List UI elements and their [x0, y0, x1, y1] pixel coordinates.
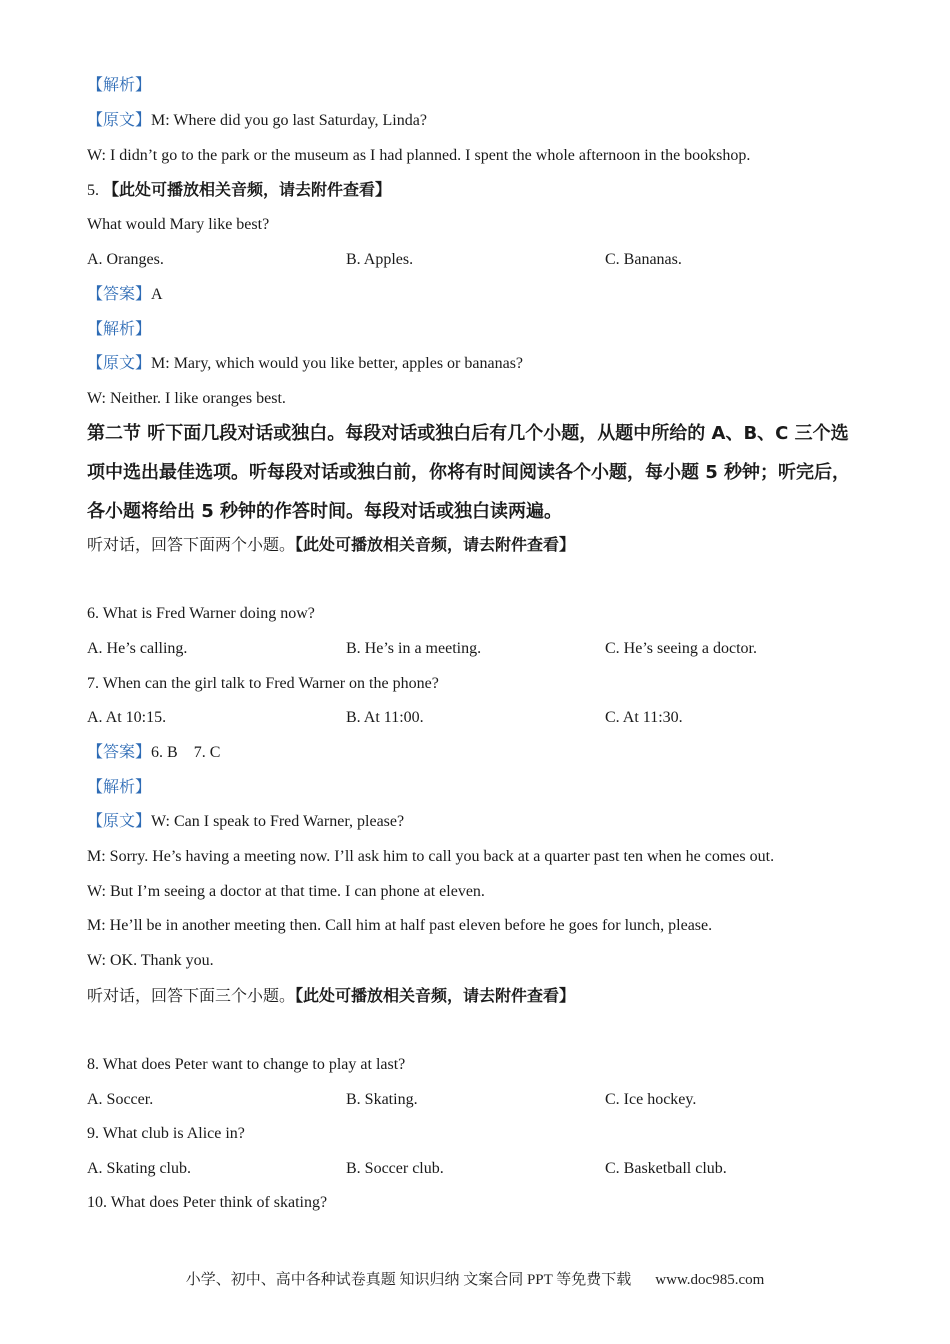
- option-a: A. Skating club.: [87, 1160, 191, 1177]
- option-a: A. He’s calling.: [87, 640, 188, 657]
- option-c: C. Ice hockey.: [605, 1091, 697, 1108]
- answer-tag: 【答案】: [87, 744, 152, 761]
- transcript-line: [87, 811, 404, 833]
- option-c: C. Bananas.: [605, 251, 682, 268]
- answer-tag: 【答案】: [87, 286, 152, 303]
- transcript-line: W: I didn’t go to the park or the museum as I had planned. I spent the whole afternoon in the bookshop.: [87, 147, 751, 164]
- transcript-text: M: Mary, which would you like better, apples or bananas?: [151, 355, 524, 372]
- option-c: C. Basketball club.: [605, 1160, 727, 1177]
- analysis-label: 【解析】: [87, 779, 152, 796]
- option-a: A. At 10:15.: [87, 709, 167, 726]
- audio-link[interactable]: 【此处可播放相关音频，请去附件查看】: [295, 986, 576, 1005]
- section-2-instructions: 第二节 听下面几段对话或独白。每段对话或独白后有几个小题，从题中所给的 A、B、C 三个选项中选出最佳选项。听每段对话或独白前，你将有时间阅读各个小题，每小题 5 秒钟；听完后，各小题将给出 5 秒钟的作答时间。每段对话或独白读两遍。: [87, 423, 851, 522]
- answer-line: [87, 284, 163, 306]
- transcript-tag: 【原文】: [87, 813, 152, 830]
- question-9-text: 9. What club is Alice in?: [87, 1125, 245, 1142]
- option-b: B. He’s in a meeting.: [346, 640, 482, 657]
- listen-prompt-text: 听对话，回答下面两个小题。: [87, 537, 296, 554]
- audio-link[interactable]: 【此处可播放相关音频，请去附件查看】: [295, 535, 576, 554]
- listen-prompt-text: 听对话，回答下面三个小题。: [87, 988, 296, 1005]
- option-a: A. Soccer.: [87, 1091, 154, 1108]
- option-c: C. He’s seeing a doctor.: [605, 640, 757, 657]
- transcript-tag: 【原文】: [87, 112, 152, 129]
- question-5-text: What would Mary like best?: [87, 216, 270, 233]
- transcript-line: M: He’ll be in another meeting then. Call him at half past eleven before he goes for lunch, please.: [87, 917, 713, 934]
- question-7-text: 7. When can the girl talk to Fred Warner on the phone?: [87, 675, 439, 692]
- footer-link[interactable]: www.doc985.com: [655, 1272, 765, 1288]
- footer-text: 小学、初中、高中各种试卷真题 知识归纳 文案合同 PPT 等免费下载: [185, 1272, 632, 1288]
- question-number: 5.: [87, 182, 99, 199]
- question-8-text: 8. What does Peter want to change to play at last?: [87, 1056, 406, 1073]
- answer-line: [87, 742, 220, 764]
- question-10-text: 10. What does Peter think of skating?: [87, 1194, 328, 1211]
- transcript-tag: 【原文】: [87, 355, 152, 372]
- transcript-line: W: OK. Thank you.: [87, 952, 214, 969]
- option-c: C. At 11:30.: [605, 709, 683, 726]
- transcript-line: M: Sorry. He’s having a meeting now. I’ll ask him to call you back at a quarter past ten when he comes out.: [87, 848, 775, 865]
- question-5-header: [87, 179, 391, 202]
- audio-link[interactable]: 【此处可播放相关音频，请去附件查看】: [103, 180, 392, 199]
- option-b: B. At 11:00.: [346, 709, 424, 726]
- transcript-line: [87, 110, 427, 132]
- listen-prompt: [87, 985, 575, 1008]
- listen-prompt: [87, 534, 575, 557]
- analysis-label: 【解析】: [87, 321, 152, 338]
- transcript-line: [87, 353, 523, 375]
- transcript-line: W: Neither. I like oranges best.: [87, 390, 286, 407]
- option-b: B. Soccer club.: [346, 1160, 444, 1177]
- analysis-label: 【解析】: [87, 77, 152, 94]
- option-b: B. Apples.: [346, 251, 414, 268]
- transcript-text: M: Where did you go last Saturday, Linda?: [151, 112, 427, 129]
- answer-value: 6. B 7. C: [151, 744, 221, 761]
- option-b: B. Skating.: [346, 1091, 418, 1108]
- transcript-line: W: But I’m seeing a doctor at that time. I can phone at eleven.: [87, 883, 485, 900]
- page-footer: [0, 1268, 950, 1289]
- option-a: A. Oranges.: [87, 251, 164, 268]
- question-6-text: 6. What is Fred Warner doing now?: [87, 605, 315, 622]
- transcript-text: W: Can I speak to Fred Warner, please?: [151, 813, 405, 830]
- answer-value: A: [151, 286, 163, 303]
